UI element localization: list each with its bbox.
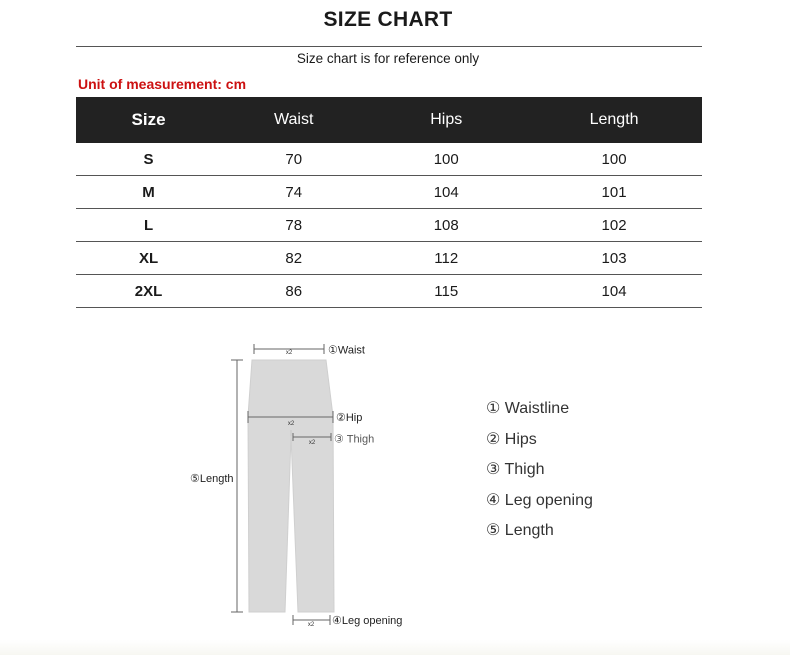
table-row [76, 209, 702, 242]
hip-x2-label: x2 [287, 421, 295, 427]
length-cell: 104 [526, 275, 702, 308]
table-row [76, 275, 702, 308]
column-header-hips: Hips [366, 97, 526, 143]
size-cell: S [76, 143, 221, 176]
legend-item-leg-opening: ④ Leg opening [486, 491, 593, 509]
waist-cell: 78 [221, 209, 366, 242]
table-row [76, 176, 702, 209]
length-cell: 101 [526, 176, 702, 209]
waist-x2-label: x2 [285, 350, 293, 356]
size-cell: L [76, 209, 221, 242]
pants-silhouette [248, 360, 334, 612]
measurement-legend [486, 397, 593, 550]
waist-cell: 74 [221, 176, 366, 209]
legend-item-waistline: ① Waistline [486, 400, 570, 417]
legend-item-thigh: ③ Thigh [486, 461, 545, 478]
length-measure-line [231, 360, 243, 612]
column-header-length: Length [526, 97, 702, 143]
length-cell: 100 [526, 143, 702, 176]
waist-cell: 70 [221, 143, 366, 176]
thigh-label: ③ Thigh [334, 433, 375, 446]
hip-label: ②Hip [336, 412, 363, 424]
bottom-shade [0, 640, 790, 655]
waist-cell: 86 [221, 275, 366, 308]
hips-cell: 104 [366, 176, 526, 209]
hips-cell: 100 [366, 143, 526, 176]
pants-measurement-diagram [0, 330, 440, 640]
size-cell: 2XL [76, 275, 221, 308]
reference-note: Size chart is for reference only [296, 51, 480, 66]
size-table [76, 97, 702, 308]
leg-opening-label: ④Leg opening [332, 615, 403, 627]
column-header-size: Size [76, 97, 221, 143]
waist-label: ①Waist [328, 344, 365, 357]
hips-cell: 115 [366, 275, 526, 308]
length-cell: 102 [526, 209, 702, 242]
leg-opening-x2-label: x2 [307, 622, 315, 628]
page-title: SIZE CHART [323, 8, 453, 31]
legend-item-hips: ② Hips [486, 430, 537, 448]
size-cell: M [76, 176, 221, 209]
legend-item-length: ⑤ Length [486, 522, 554, 539]
hips-cell: 108 [366, 209, 526, 242]
hips-cell: 112 [366, 242, 526, 275]
column-header-waist: Waist [221, 97, 366, 143]
length-label: ⑤Length [190, 473, 234, 485]
unit-note: Unit of measurement: cm [78, 76, 247, 92]
thigh-x2-label: x2 [308, 440, 316, 446]
table-row [76, 143, 702, 176]
table-row [76, 242, 702, 275]
size-cell: XL [76, 242, 221, 275]
length-cell: 103 [526, 242, 702, 275]
table-header-row [76, 97, 702, 143]
title-divider [76, 46, 702, 47]
waist-cell: 82 [221, 242, 366, 275]
